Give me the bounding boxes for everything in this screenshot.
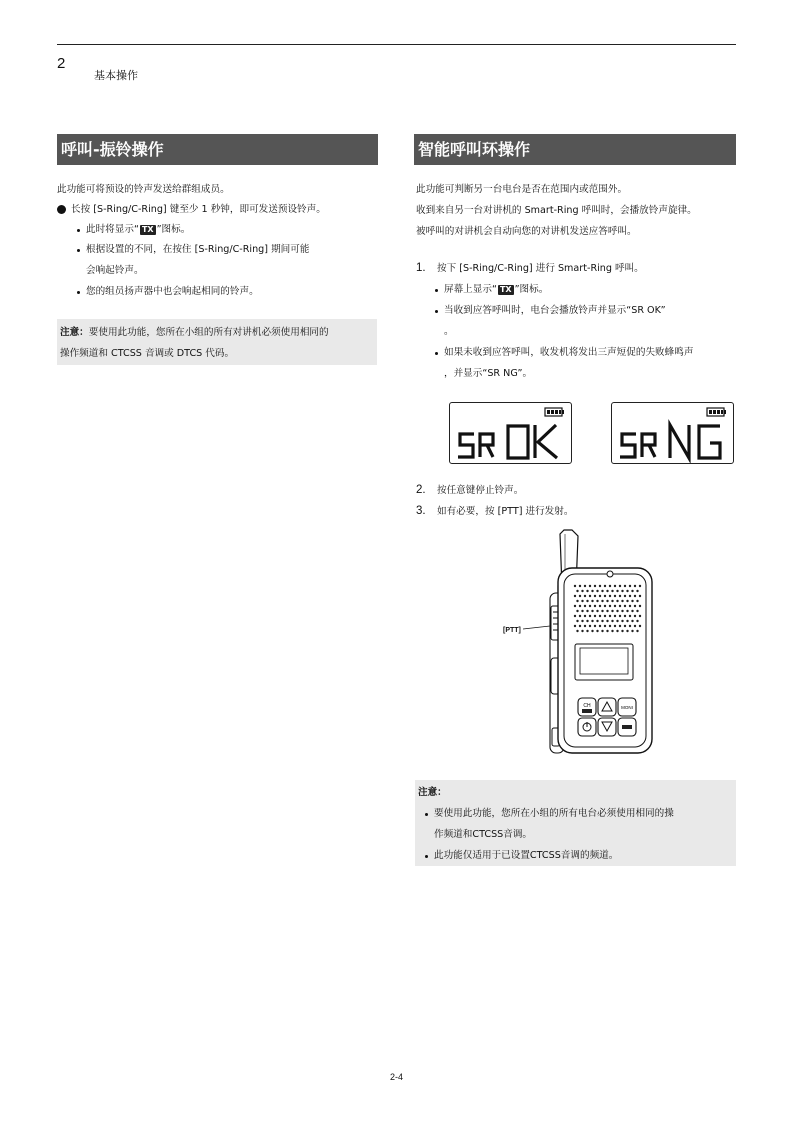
ptt-callout-label: [PTT] [503,627,521,634]
right-intro3: 被呼叫的对讲机会自动向您的对讲机发送应答呼叫。 [416,226,637,237]
left-sub2-line2: 会响起铃声。 [86,265,144,276]
left-step-main: 长按 [S-Ring/C-Ring] 键至少 1 秒钟，即可发送预设铃声。 [71,204,326,215]
radio-illustration [520,528,660,760]
sub-bullet [425,813,428,816]
step1-number: 1. [416,262,426,274]
left-note-line1 [60,327,329,339]
svg-text:SR NG: SR NG [612,403,616,404]
left-note-label: 注意： [60,327,89,338]
step3-text: 如有必要，按 [PTT] 进行发射。 [437,506,574,517]
left-intro: 此功能可将预设的铃声发送给群组成员。 [57,184,230,195]
svg-text:CH: CH [583,703,591,709]
step1-sub-b-line2: 。 [444,326,454,337]
s1a-post: ”图标。 [514,284,549,295]
sub-bullet [425,855,428,858]
step1-sub-c-line2: ，并显示“SR NG”。 [444,368,533,379]
sub-bullet [77,229,80,232]
step2-text: 按任意键停止铃声。 [437,485,524,496]
left-note-line2: 操作频道和 CTCSS 音调或 DTCS 代码。 [60,348,235,359]
svg-text:MONI: MONI [621,705,633,710]
header-rule [57,44,736,45]
step-bullet [57,205,66,214]
sub-bullet [435,310,438,313]
sub-bullet [77,291,80,294]
left-sub1 [86,224,190,236]
battery-icon [545,408,564,416]
sub-bullet [435,289,438,292]
left-sub3: 您的组员扬声器中也会响起相同的铃声。 [86,286,259,297]
step2-number: 2. [416,484,426,496]
footer-page-label: 2-4 [389,1072,403,1082]
right-section-heading: 智能呼叫环操作 [414,134,736,165]
step1-sub-b-line1: 当收到应答呼叫时，电台会播放铃声并显示“SR OK” [444,305,666,316]
sub-bullet [77,249,80,252]
step3-number: 3. [416,505,426,517]
s1a-pre: 屏幕上显示“ [444,284,497,295]
sub-bullet [435,352,438,355]
lcd-sr-ng [611,402,734,464]
step1-sub-c-line1: 如果未收到应答呼叫，收发机将发出三声短促的失败蜂鸣声 [444,347,694,358]
svg-text:SR OK: SR OK [450,403,454,404]
battery-icon [707,408,726,416]
left-section-heading: 呼叫-振铃操作 [57,134,378,165]
tx-icon: TX [499,285,512,294]
right-note-b1-line2: 作频道和CTCSS音调。 [434,829,533,840]
left-sub2-line1: 根据设置的不同，在按住 [S-Ring/C-Ring] 期间可能 [86,244,310,255]
right-note-label: 注意： [418,787,447,798]
step1-sub-a [444,284,548,296]
right-note-b2: 此功能仅适用于已设置CTCSS音调的频道。 [434,850,619,861]
left-sub1-pre: 此时将显示“ [86,224,139,235]
right-note-b1-line1: 要使用此功能，您所在小组的所有电台必须使用相同的操 [434,808,674,819]
left-sub1-post: ”图标。 [156,224,191,235]
lcd-sr-ok [449,402,572,464]
chapter-title: 基本操作 [94,69,138,82]
left-note-text1: 要使用此功能，您所在小组的所有对讲机必须使用相同的 [88,327,329,338]
right-intro2: 收到来自另一台对讲机的 Smart-Ring 呼叫时，会播放铃声旋律。 [416,205,697,216]
page-number: 2 [57,55,66,72]
lcd-sr-ng-graphic [612,403,733,463]
right-intro1: 此功能可判断另一台电台是否在范围内或范围外。 [416,184,628,195]
tx-icon: TX [141,225,154,234]
step1-text: 按下 [S-Ring/C-Ring] 进行 Smart-Ring 呼叫。 [437,263,644,274]
lcd-sr-ok-graphic [450,403,571,463]
